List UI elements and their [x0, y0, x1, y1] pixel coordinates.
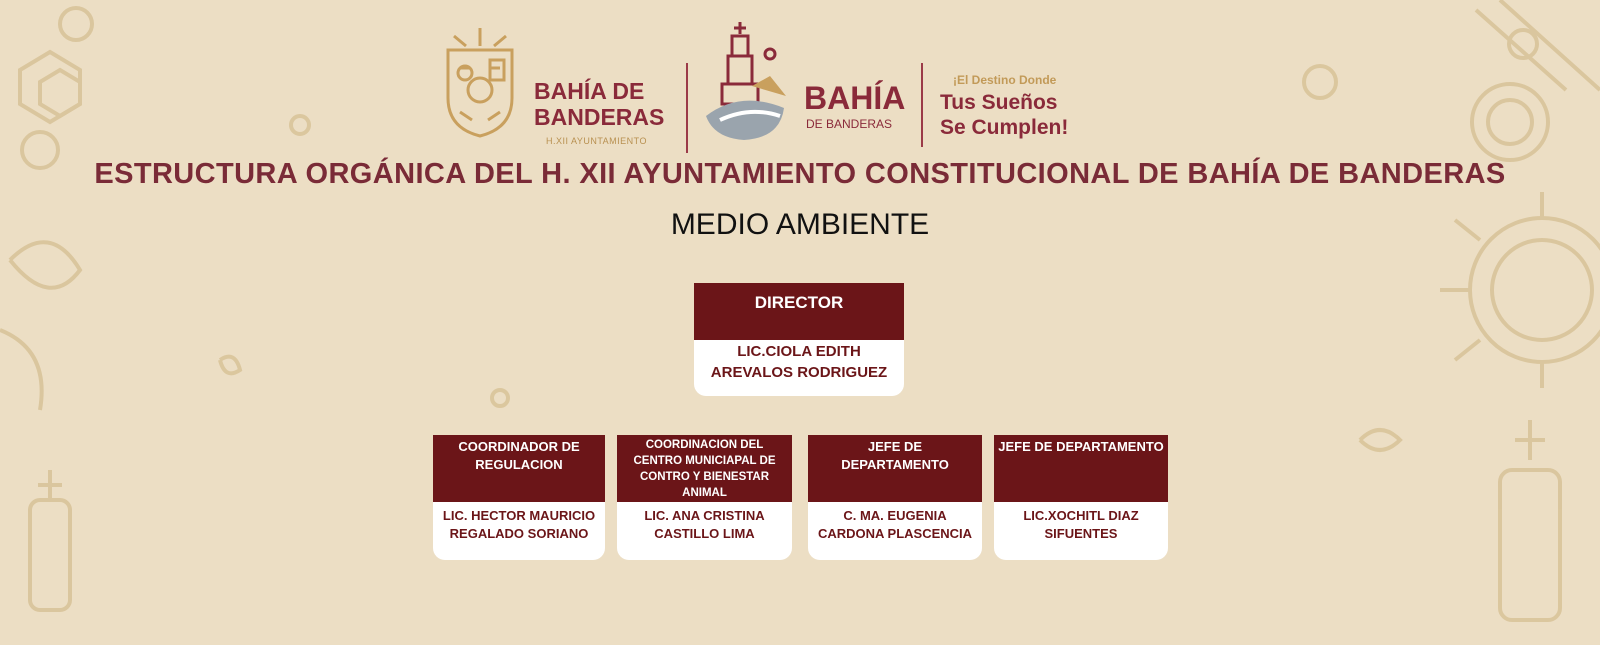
municipal-shield-logo	[440, 28, 520, 140]
role-line: REGULACION	[475, 457, 563, 472]
org-box-department-head	[808, 435, 982, 560]
org-box-name	[433, 502, 605, 543]
logo-line-2: BANDERAS	[534, 104, 665, 130]
org-box-role	[808, 435, 982, 502]
slogan-intro: ¡El Destino Donde	[953, 73, 1057, 87]
role-line: CONTRO Y BIENESTAR	[639, 471, 770, 483]
department-title: MEDIO AMBIENTE	[670, 208, 930, 241]
logo-line-1: BAHÍA DE	[534, 78, 645, 104]
name-line: LIC. HECTOR MAURICIO	[442, 508, 596, 523]
logo-ayuntamiento-label: H.XII AYUNTAMIENTO	[546, 136, 648, 146]
slogan	[940, 90, 1068, 140]
name-line: C. MA. EUGENIA	[843, 508, 947, 523]
director-name-line-2: AREVALOS RODRIGUEZ	[710, 364, 888, 381]
org-box-name	[808, 502, 982, 543]
header	[0, 18, 1600, 146]
role-line: JEFE DE DEPARTAMENTO	[998, 439, 1164, 454]
org-box-name	[617, 502, 792, 543]
director-role: DIRECTOR	[694, 283, 904, 340]
header-divider	[686, 63, 688, 153]
org-box-department-head-2	[994, 435, 1168, 560]
slogan-line-2: Se Cumplen!	[940, 116, 1069, 139]
role-line: COORDINADOR DE	[458, 439, 580, 454]
director-name-line-1: LIC.CIOLA EDITH	[737, 343, 861, 360]
org-box-regulation	[433, 435, 605, 560]
name-line: REGALADO SORIANO	[449, 526, 589, 541]
name-line: CASTILLO LIMA	[654, 526, 755, 541]
org-box-name	[994, 502, 1168, 543]
director-name	[694, 340, 904, 383]
org-box-role	[994, 435, 1168, 502]
role-line: ANIMAL	[682, 487, 727, 499]
role-line: JEFE DE	[867, 439, 923, 454]
logo-bahia: BAHÍA	[804, 80, 906, 116]
org-box-role	[433, 435, 605, 502]
role-line: DEPARTAMENTO	[841, 457, 949, 472]
name-line: LIC.XOCHITL DIAZ	[1023, 508, 1139, 523]
header-divider-2	[921, 63, 923, 147]
org-box-role	[617, 435, 792, 502]
page-title: ESTRUCTURA ORGÁNICA DEL H. XII AYUNTAMIENTO CONSTITUCIONAL DE BAHÍA DE BANDERAS	[94, 158, 1506, 190]
name-line: CARDONA PLASCENCIA	[817, 526, 973, 541]
slogan-line-1: Tus Sueños	[940, 91, 1058, 114]
role-line: CENTRO MUNICIAPAL DE	[633, 455, 776, 467]
role-line: COORDINACION DEL	[645, 439, 764, 451]
logo-municipality-name	[534, 78, 664, 130]
whale-tower-logo	[700, 20, 792, 144]
logo-bahia-sub: DE BANDERAS	[806, 117, 893, 131]
name-line: LIC. ANA CRISTINA	[644, 508, 765, 523]
name-line: SIFUENTES	[1044, 526, 1118, 541]
director-box	[694, 283, 904, 396]
org-box-animal-center	[617, 435, 792, 560]
